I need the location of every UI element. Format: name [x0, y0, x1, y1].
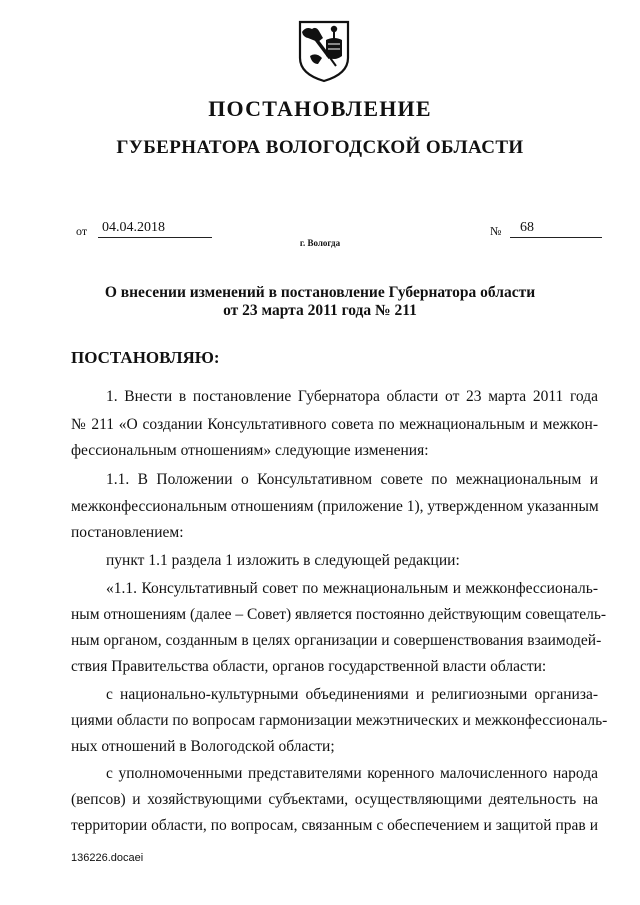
file-reference: 136226.docaei — [71, 852, 144, 864]
body-line: 1.1. В Положении о Консультативном совете по межнациональным и — [106, 471, 598, 488]
body-line: ным отношениям (далее – Совет) является постоянно действующим совещатель- — [71, 606, 607, 623]
document-title: ПОСТАНОВЛЕНИЕ — [208, 96, 432, 121]
city-label: г. Вологда — [299, 238, 341, 248]
subject-line-2: от 23 марта 2011 года № 211 — [223, 302, 417, 319]
body-line: с национально-культурными объединениями и религиозными организа- — [106, 686, 598, 703]
body-line: фессиональным отношениям» следующие изменения: — [71, 442, 429, 459]
subject-line-1: О внесении изменений в постановление Губернатора области — [104, 284, 536, 301]
number-prefix: № — [490, 224, 502, 238]
body-line: пункт 1.1 раздела 1 изложить в следующей редакции: — [106, 552, 460, 569]
body-line: межконфессиональным отношениям (приложение 1), утвержденном указанным — [71, 498, 599, 515]
body-line: (вепсов) и хозяйствующими субъектами, осуществляющими деятельность на — [71, 791, 598, 808]
body-line: 1. Внести в постановление Губернатора области от 23 марта 2011 года — [106, 388, 598, 405]
coat-of-arms-icon — [296, 18, 352, 84]
document-subtitle: ГУБЕРНАТОРА ВОЛОГОДСКОЙ ОБЛАСТИ — [116, 137, 524, 158]
body-line: с уполномоченными представителями коренного малочисленного народа — [106, 765, 598, 782]
body-line: постановлением: — [71, 524, 184, 541]
body-line: № 211 «О создании Консультативного совета по межнациональным и межкон- — [71, 416, 598, 433]
body-line: территории области, по вопросам, связанным с обеспечением и защитой прав и — [71, 817, 598, 834]
body-line: циями области по вопросам гармонизации межэтнических и межконфессиональ- — [71, 712, 608, 729]
body-line: ных отношений в Вологодской области; — [71, 738, 335, 755]
decree-heading: ПОСТАНОВЛЯЮ: — [71, 348, 220, 367]
body-line: «1.1. Консультативный совет по межнациональным и межконфессиональ- — [106, 580, 598, 597]
document-number: 68 — [510, 220, 602, 238]
date-prefix: от — [76, 224, 88, 238]
document-subject — [0, 284, 640, 320]
document-date: 04.04.2018 — [98, 220, 212, 238]
body-line: ствия Правительства области, органов государственной власти области: — [71, 658, 547, 675]
body-line: ным органом, созданным в целях организации и совершенствования взаимодей- — [71, 632, 602, 649]
